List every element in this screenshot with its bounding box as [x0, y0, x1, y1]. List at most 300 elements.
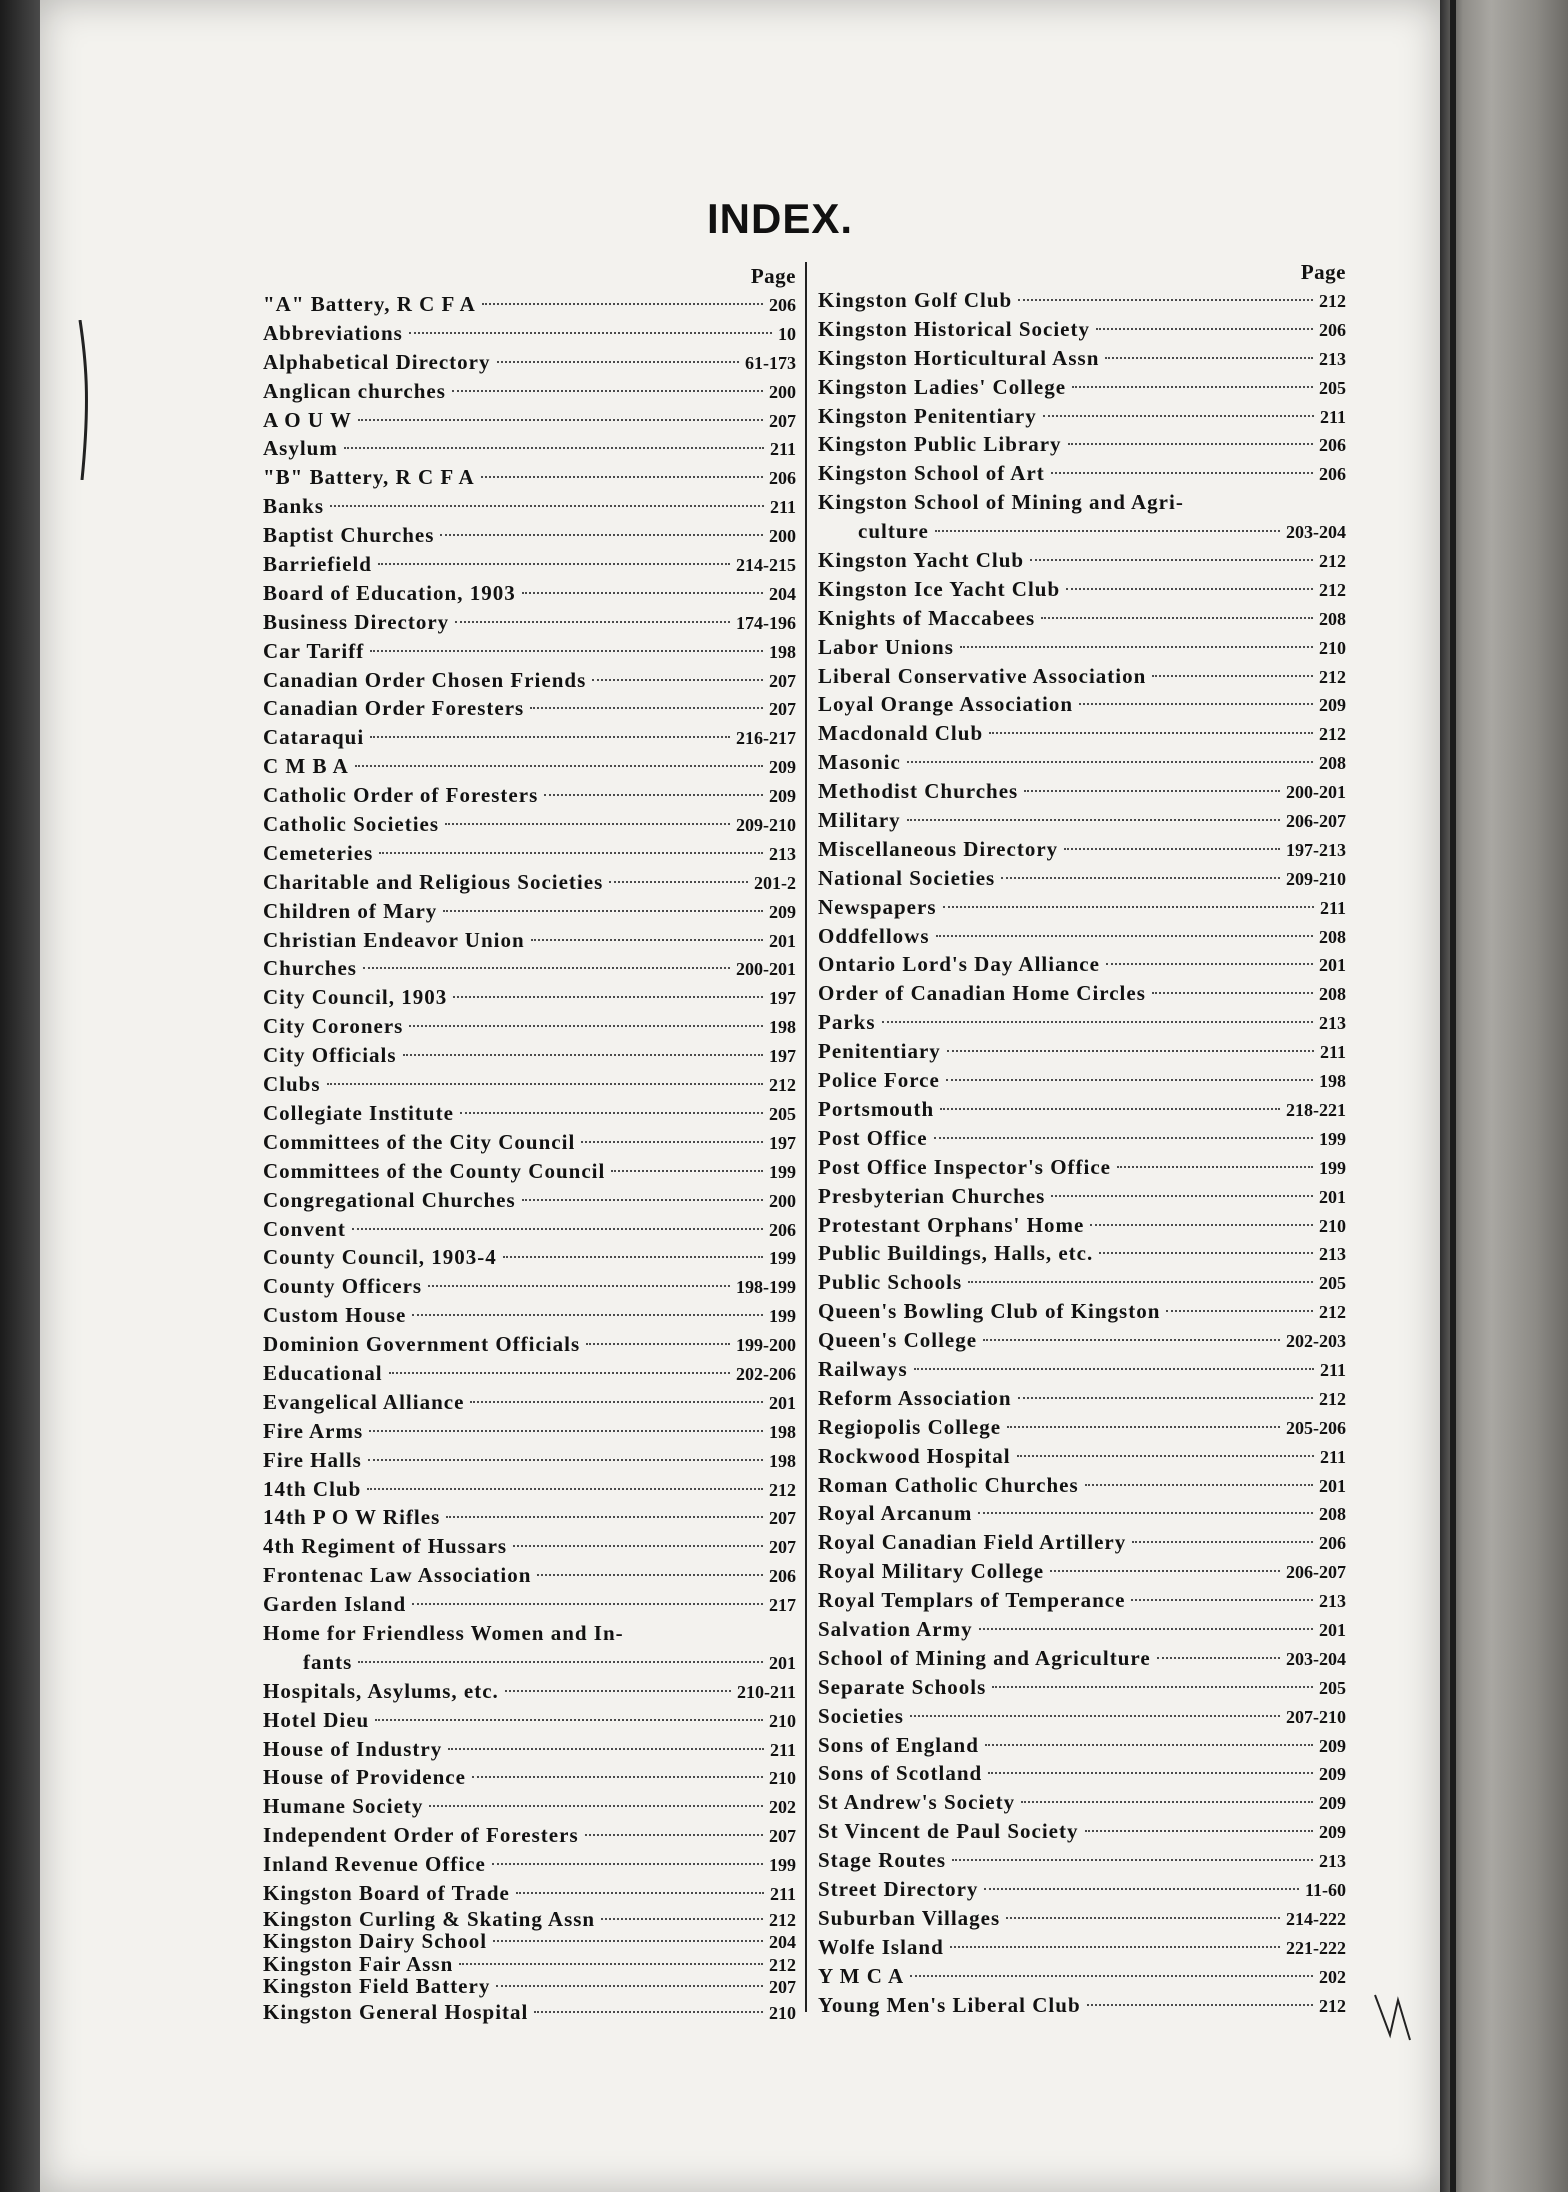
- index-entry: [818, 1326, 1346, 1355]
- entry-page: 201: [769, 1652, 796, 1673]
- index-entry: [263, 377, 796, 406]
- entry-title: Kingston Curling & Skating Assn: [263, 1906, 596, 1931]
- index-entry: [263, 1359, 796, 1388]
- index-entry: [263, 1503, 796, 1532]
- index-entry: [263, 954, 796, 983]
- index-entry: [263, 579, 796, 608]
- dot-leader: [330, 505, 764, 507]
- index-entry: [263, 1561, 796, 1590]
- entry-page: 212: [1319, 551, 1346, 572]
- entry-page: 201: [769, 1392, 796, 1413]
- entry-page: 209: [1319, 1822, 1346, 1843]
- entry-title: Protestant Orphans' Home: [818, 1212, 1085, 1237]
- dot-leader: [443, 910, 763, 912]
- entry-title: Convent: [263, 1216, 346, 1241]
- entry-title: fants: [303, 1649, 353, 1674]
- dot-leader: [530, 707, 763, 709]
- dot-leader: [1099, 1252, 1313, 1254]
- entry-title: Y M C A: [818, 1963, 905, 1988]
- index-entry: [263, 1975, 796, 1998]
- entry-title: Canadian Order Chosen Friends: [263, 667, 587, 692]
- entry-page: 209-210: [1286, 868, 1346, 889]
- entry-title: culture: [858, 519, 929, 544]
- entry-page: 203-204: [1286, 1648, 1346, 1669]
- entry-title: Dominion Government Officials: [263, 1332, 581, 1357]
- index-entry: [818, 1644, 1346, 1673]
- entry-page: 174-196: [736, 612, 796, 633]
- dot-leader: [482, 303, 763, 305]
- entry-page: 210: [769, 2002, 796, 2023]
- index-entry: [263, 290, 796, 319]
- entry-title: Fire Halls: [263, 1447, 362, 1472]
- entry-title: Public Schools: [818, 1270, 963, 1295]
- entry-page: 207: [769, 699, 796, 720]
- entry-title: Kingston Field Battery: [263, 1974, 491, 1999]
- dot-leader: [409, 332, 772, 334]
- index-entry: [263, 1417, 796, 1446]
- entry-page: 209: [769, 901, 796, 922]
- entry-title: Masonic: [818, 750, 901, 775]
- dot-leader: [1105, 357, 1313, 359]
- dot-leader: [907, 761, 1313, 763]
- entry-page: 201: [1319, 955, 1346, 976]
- entry-title: Kingston Golf Club: [818, 288, 1013, 312]
- entry-page: 206-207: [1286, 811, 1346, 832]
- entry-page: 210: [769, 1710, 796, 1731]
- index-entry: [263, 1301, 796, 1330]
- dot-leader: [1072, 386, 1313, 388]
- dot-leader: [368, 1459, 763, 1461]
- entry-page: 208: [1319, 753, 1346, 774]
- dot-leader: [440, 534, 763, 536]
- index-entry: [818, 1673, 1346, 1702]
- index-entry: [263, 1648, 796, 1677]
- entry-page: 212: [1319, 724, 1346, 745]
- entry-title: Public Buildings, Halls, etc.: [818, 1241, 1094, 1266]
- dot-leader: [907, 819, 1280, 821]
- index-entry: [818, 1615, 1346, 1644]
- index-entry: [263, 348, 796, 377]
- dot-leader: [375, 1719, 763, 1721]
- entry-page: 198: [769, 1450, 796, 1471]
- entry-title: Abbreviations: [263, 320, 403, 345]
- entry-page: 198-199: [736, 1277, 796, 1298]
- index-entry: [263, 1930, 796, 1953]
- index-entry: [818, 1875, 1346, 1904]
- entry-page: 206: [769, 468, 796, 489]
- entry-title: Kingston Ladies' College: [818, 374, 1067, 399]
- entry-page: 212: [1319, 291, 1346, 311]
- entry-title: Young Men's Liberal Club: [818, 1992, 1081, 2017]
- index-entry: [818, 806, 1346, 835]
- index-entry: [263, 1763, 796, 1792]
- entry-page: 211: [1319, 1359, 1346, 1380]
- dot-leader: [1041, 617, 1313, 619]
- index-entry: [818, 430, 1346, 459]
- index-entry: [818, 1962, 1346, 1991]
- index-entry: [263, 1677, 796, 1706]
- dot-leader: [1106, 963, 1313, 965]
- dot-leader: [493, 1940, 763, 1942]
- entry-page: 209: [769, 757, 796, 778]
- dot-leader: [534, 2011, 763, 2013]
- dot-leader: [496, 1985, 763, 1987]
- index-entry: [818, 835, 1346, 864]
- dot-leader: [1087, 2004, 1313, 2006]
- index-entry: [263, 1215, 796, 1244]
- entry-page: 197: [769, 1046, 796, 1067]
- index-entry: [818, 1788, 1346, 1817]
- dot-leader: [452, 390, 763, 392]
- entry-page: 201: [1319, 1619, 1346, 1640]
- index-entry: [263, 723, 796, 752]
- index-entry: [818, 402, 1346, 431]
- dot-leader: [513, 1545, 763, 1547]
- entry-page: 207: [769, 1537, 796, 1558]
- dot-leader: [946, 1079, 1313, 1081]
- entry-title: Royal Canadian Field Artillery: [818, 1530, 1127, 1555]
- index-entry: [263, 1186, 796, 1215]
- dot-leader: [947, 1050, 1314, 1052]
- entry-page: 213: [769, 843, 796, 864]
- dot-leader: [936, 935, 1313, 937]
- index-entry: [263, 608, 796, 637]
- index-entry: [263, 1821, 796, 1850]
- page-column-header: Page: [1300, 260, 1346, 284]
- index-entry: [818, 1933, 1346, 1962]
- dot-leader: [611, 1170, 763, 1172]
- entry-page: 205: [1319, 1677, 1346, 1698]
- entry-page: 212: [769, 1909, 796, 1930]
- dot-leader: [367, 1488, 763, 1490]
- entry-page: 11-60: [1304, 1879, 1346, 1900]
- dot-leader: [979, 1628, 1313, 1630]
- entry-title: Catholic Order of Foresters: [263, 783, 539, 808]
- entry-title: Methodist Churches: [818, 779, 1019, 804]
- dot-leader: [544, 794, 763, 796]
- index-entry: [263, 1619, 796, 1648]
- index-entry: [818, 344, 1346, 373]
- dot-leader: [1166, 1310, 1313, 1312]
- entry-page: 205: [769, 1103, 796, 1124]
- index-entry: [818, 1297, 1346, 1326]
- index-entry: [818, 633, 1346, 662]
- entry-title: Kingston Historical Society: [818, 316, 1090, 341]
- entry-title: Post Office: [818, 1125, 928, 1150]
- entry-page: 213: [1319, 1244, 1346, 1265]
- entry-title: Parks: [818, 1010, 876, 1035]
- entry-page: 199: [769, 1855, 796, 1876]
- entry-title: Business Directory: [263, 609, 450, 634]
- dot-leader: [1085, 1484, 1313, 1486]
- entry-title: St Vincent de Paul Society: [818, 1819, 1079, 1844]
- index-entry: [818, 979, 1346, 1008]
- entry-title: Car Tariff: [263, 638, 365, 663]
- entry-title: Home for Friendless Women and In-: [263, 1620, 624, 1645]
- index-entry: [818, 604, 1346, 633]
- entry-page: 197: [769, 1132, 796, 1153]
- entry-page: 206: [1319, 435, 1346, 456]
- entry-title: 14th Club: [263, 1476, 362, 1501]
- dot-leader: [537, 1574, 763, 1576]
- entry-title: Charitable and Religious Societies: [263, 869, 604, 894]
- index-entry: [263, 1908, 796, 1931]
- entry-title: Sons of Scotland: [818, 1761, 983, 1786]
- dot-leader: [1064, 848, 1280, 850]
- entry-title: "B" Battery, R C F A: [263, 465, 475, 490]
- dot-leader: [379, 852, 763, 854]
- entry-page: 208: [1319, 926, 1346, 947]
- index-entry: [818, 1008, 1346, 1037]
- entry-title: School of Mining and Agriculture: [818, 1645, 1151, 1670]
- entry-page: 199-200: [736, 1335, 796, 1356]
- entry-page: 200: [769, 381, 796, 402]
- entry-title: Independent Order of Foresters: [263, 1823, 579, 1848]
- index-entry: [818, 1239, 1346, 1268]
- entry-page: 212: [769, 1954, 796, 1975]
- entry-title: County Officers: [263, 1274, 423, 1299]
- entry-page: 205: [1319, 1273, 1346, 1294]
- entry-title: National Societies: [818, 865, 996, 890]
- entry-title: Garden Island: [263, 1592, 407, 1617]
- entry-title: Knights of Maccabees: [818, 605, 1036, 630]
- dot-leader: [1096, 328, 1313, 330]
- entry-page: 211: [1319, 406, 1346, 427]
- entry-title: Macdonald Club: [818, 721, 984, 746]
- entry-page: 207: [769, 1508, 796, 1529]
- entry-title: Railways: [818, 1356, 908, 1381]
- entry-title: Hospitals, Asylums, etc.: [263, 1678, 499, 1703]
- entry-title: House of Providence: [263, 1765, 466, 1790]
- index-entry: [818, 1442, 1346, 1471]
- entry-title: Baptist Churches: [263, 523, 435, 548]
- entry-page: 208: [1319, 1504, 1346, 1525]
- entry-title: Canadian Order Foresters: [263, 696, 525, 721]
- entry-page: 203-204: [1286, 522, 1346, 543]
- index-entry: [263, 1475, 796, 1504]
- entry-title: Kingston Dairy School: [263, 1929, 488, 1954]
- entry-title: Collegiate Institute: [263, 1100, 454, 1125]
- entry-page: 212: [1319, 579, 1346, 600]
- entry-page: 199: [769, 1306, 796, 1327]
- index-entry: [818, 546, 1346, 575]
- index-entry: [818, 748, 1346, 777]
- dot-leader: [358, 1661, 763, 1663]
- index-entry: [263, 1128, 796, 1157]
- entry-page: 212: [769, 1075, 796, 1096]
- entry-page: 211: [769, 497, 796, 518]
- index-entry: [263, 983, 796, 1012]
- entry-title: Sons of England: [818, 1732, 979, 1757]
- entry-title: Educational: [263, 1360, 383, 1385]
- index-entry: [263, 1590, 796, 1619]
- entry-page: 208: [1319, 984, 1346, 1005]
- entry-page: 200: [769, 526, 796, 547]
- dot-leader: [1152, 675, 1313, 677]
- dot-leader: [369, 1430, 763, 1432]
- index-entry: [818, 1124, 1346, 1153]
- entry-title: Clubs: [263, 1072, 321, 1097]
- entry-title: Royal Military College: [818, 1559, 1045, 1584]
- entry-title: Kingston Board of Trade: [263, 1880, 510, 1905]
- index-entry: [263, 1041, 796, 1070]
- entry-page: 217: [769, 1595, 796, 1616]
- entry-page: 211: [1319, 897, 1346, 918]
- entry-page: 210: [769, 1768, 796, 1789]
- dot-leader: [968, 1281, 1313, 1283]
- entry-title: A O U W: [263, 407, 352, 432]
- index-entry: [818, 1066, 1346, 1095]
- entry-page: 210-211: [736, 1681, 796, 1702]
- page-column-header: Page: [750, 264, 796, 288]
- entry-title: Presbyterian Churches: [818, 1183, 1046, 1208]
- dot-leader: [429, 1805, 763, 1807]
- dot-leader: [1021, 1801, 1313, 1803]
- entry-title: Christian Endeavor Union: [263, 927, 525, 952]
- index-entry: [263, 1850, 796, 1879]
- entry-page: 199: [1319, 1128, 1346, 1149]
- entry-page: 218-221: [1286, 1099, 1346, 1120]
- entry-page: 10: [778, 323, 796, 344]
- entry-title: Frontenac Law Association: [263, 1563, 532, 1588]
- index-entry: [263, 666, 796, 695]
- index-entry: [263, 926, 796, 955]
- index-entry: [263, 1012, 796, 1041]
- index-entry: [263, 1706, 796, 1735]
- dot-leader: [428, 1285, 730, 1287]
- entry-title: City Council, 1903: [263, 985, 448, 1010]
- entry-title: Kingston Fair Assn: [263, 1951, 454, 1976]
- entry-title: Catholic Societies: [263, 812, 440, 837]
- entry-title: Liberal Conservative Association: [818, 663, 1147, 688]
- dot-leader: [1050, 1570, 1280, 1572]
- entry-title: Humane Society: [263, 1794, 424, 1819]
- entry-title: St Andrew's Society: [818, 1790, 1016, 1815]
- index-entry: [263, 694, 796, 723]
- index-entry: [818, 662, 1346, 691]
- entry-title: Kingston Public Library: [818, 432, 1062, 457]
- dot-leader: [1131, 1599, 1313, 1601]
- index-entry: [818, 1037, 1346, 1066]
- dot-leader: [1066, 588, 1313, 590]
- entry-page: 206: [769, 1566, 796, 1587]
- entry-page: 214-215: [736, 555, 796, 576]
- entry-page: 209: [1319, 1793, 1346, 1814]
- entry-title: Street Directory: [818, 1876, 979, 1901]
- index-entry: [263, 637, 796, 666]
- dot-leader: [497, 361, 740, 363]
- entry-title: Kingston School of Mining and Agri-: [818, 490, 1184, 515]
- index-entry: [818, 1991, 1346, 2020]
- entry-page: 204: [769, 1932, 796, 1953]
- dot-leader: [601, 1918, 763, 1920]
- entry-title: Labor Unions: [818, 634, 954, 659]
- index-entry: [818, 575, 1346, 604]
- index-entry: [263, 897, 796, 926]
- entry-title: Evangelical Alliance: [263, 1389, 465, 1414]
- dot-leader: [1085, 1830, 1314, 1832]
- entry-page: 206: [1319, 1533, 1346, 1554]
- dot-leader: [910, 1975, 1313, 1977]
- index-entry: [263, 1998, 796, 2027]
- entry-page: 213: [1319, 1013, 1346, 1034]
- index-entry: [263, 1272, 796, 1301]
- entry-title: Royal Templars of Temperance: [818, 1588, 1126, 1613]
- entry-title: Churches: [263, 956, 357, 981]
- dot-leader: [370, 650, 763, 652]
- dot-leader: [1007, 1426, 1280, 1428]
- entry-page: 199: [769, 1248, 796, 1269]
- dot-leader: [988, 1772, 1313, 1774]
- entry-title: Kingston Penitentiary: [818, 403, 1037, 428]
- dot-leader: [344, 447, 764, 449]
- index-entry: [818, 922, 1346, 951]
- entry-title: Royal Arcanum: [818, 1501, 973, 1526]
- entry-page: 209: [1319, 1735, 1346, 1756]
- entry-page: 212: [769, 1479, 796, 1500]
- entry-page: 198: [769, 1421, 796, 1442]
- dot-leader: [481, 476, 763, 478]
- entry-title: Cataraqui: [263, 725, 365, 750]
- pencil-mark: [78, 320, 92, 480]
- index-entry: [818, 1384, 1346, 1413]
- dot-leader: [983, 1339, 1280, 1341]
- index-entry: [263, 521, 796, 550]
- index-entry: [818, 1817, 1346, 1846]
- index-entry: [263, 406, 796, 435]
- entry-title: Banks: [263, 494, 325, 519]
- entry-page: 206: [1319, 319, 1346, 340]
- entry-title: Alphabetical Directory: [263, 349, 491, 374]
- dot-leader: [1006, 1917, 1280, 1919]
- entry-title: C M B A: [263, 754, 349, 779]
- dot-leader: [1030, 559, 1313, 561]
- index-entry: [818, 1557, 1346, 1586]
- dot-leader: [581, 1141, 763, 1143]
- entry-title: Kingston Ice Yacht Club: [818, 576, 1061, 601]
- entry-title: Societies: [818, 1703, 904, 1728]
- index-entry: [263, 1243, 796, 1272]
- index-entry: [263, 1157, 796, 1186]
- entry-title: Military: [818, 808, 901, 833]
- index-entry: [818, 1499, 1346, 1528]
- dot-leader: [1079, 703, 1313, 705]
- index-entry: [818, 1702, 1346, 1731]
- dot-leader: [934, 1137, 1313, 1139]
- entry-title: House of Industry: [263, 1736, 443, 1761]
- entry-title: "A" Battery, R C F A: [263, 292, 476, 316]
- dot-leader: [460, 1112, 763, 1114]
- entry-page: 209: [769, 786, 796, 807]
- entry-page: 206: [769, 1219, 796, 1240]
- index-entry: [263, 1735, 796, 1764]
- dot-leader: [1152, 992, 1313, 994]
- dot-leader: [910, 1715, 1280, 1717]
- dot-leader: [940, 1108, 1280, 1110]
- entry-title: Separate Schools: [818, 1674, 987, 1699]
- entry-page: 207: [769, 670, 796, 691]
- index-entry: [818, 459, 1346, 488]
- dot-leader: [1043, 415, 1314, 417]
- entry-title: Committees of the County Council: [263, 1158, 606, 1183]
- dot-leader: [960, 646, 1313, 648]
- index-entry: [818, 864, 1346, 893]
- dot-leader: [448, 1748, 764, 1750]
- entry-title: Portsmouth: [818, 1096, 935, 1121]
- dot-leader: [352, 1228, 763, 1230]
- entry-page: 209: [1319, 1764, 1346, 1785]
- dot-leader: [327, 1083, 763, 1085]
